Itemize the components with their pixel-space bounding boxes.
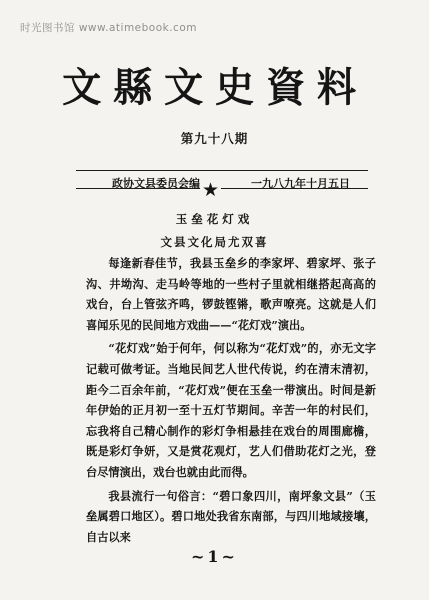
paragraph: 每逢新春佳节，我县玉垒乡的李家坪、碧家坪、张子沟、井坳沟、走马岭等地的一些村子里就相继搭起高高的戏台，台上管弦齐鸣，锣鼓铿锵，歌声嘹亮。这就是人们喜闻乐见的民间地方戏曲——“花灯戏”演出。 [86,256,376,332]
editor-line: 政协文县委员会编 [112,177,200,190]
paragraph: 我县流行一句俗言：“碧口象四川，南坪象文县”（玉垒属碧口地区）。碧口地处我省东南部，与四川地域接壤，自古以来 [86,488,376,544]
issue-date: 一九八九年十月五日 [251,177,350,190]
page-number: ~1~ [191,547,238,566]
header-rule-top [76,170,368,171]
masthead-title: 文縣文史資料 [62,64,368,111]
article-author: 文县文化局尤双喜 [160,235,269,249]
issue-number: 第九十八期 [180,131,249,146]
header-rule-bottom [76,188,368,189]
article-body [86,253,376,547]
star-icon: ★ [202,179,220,201]
article-title: 玉垒花灯戏 [175,212,254,226]
watermark: 时光图书馆 www.atimebook.com [20,22,197,34]
paragraph: “花灯戏”始于何年，何以称为“花灯戏”的，亦无文字记载可做考证。当地民间艺人世代传说，约在清末清初，距今二百余年前，“花灯戏”便在玉垒一带演出。时间是新年伊始的正月初一至十五灯节期间。辛苦一年的村民们，忘我将自己精心制作的彩灯争相悬挂在戏台的周围廊檐，既是彩灯争妍，又是赏花观灯，艺人们借助花灯之光，登台尽情演出，戏台也就由此而得。 [86,341,376,479]
